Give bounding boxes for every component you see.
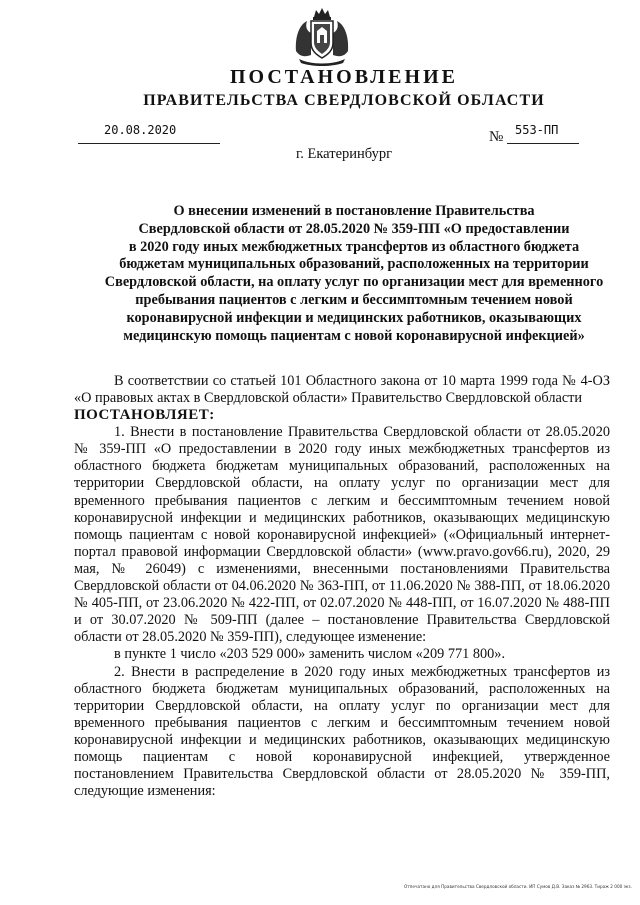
- city-line: г. Екатеринбург: [295, 146, 393, 162]
- heading-line: в 2020 году иных межбюджетных трансфертов из областного бюджета: [128, 238, 580, 255]
- document-type-title: ПОСТАНОВЛЕНИЕ: [230, 66, 458, 88]
- coat-of-arms-emblem: [293, 7, 351, 67]
- heading-line: Свердловской области от 28.05.2020 № 359-ПП «О предоставлении: [138, 220, 570, 237]
- heading-line: коронавирусной инфекции и медицинских работников, оказывающих: [126, 309, 582, 326]
- item-1-paragraph: 1. Внести в постановление Правительства Свердловской области от 28.05.2020 № 359-ПП «О предоставлении в 2020 году иных межбюджетных трансфертов из областного бюджета бюджетам муниципальных образований, расположенных на территории Свердловской области, на оплату услуг по организации мест для временного пребывания пациентов с легким и бессимптомным течением новой коронавирусной инфекции и медицинских работников, оказывающих медицинскую помощь пациентам с новой коронавирусной инфекцией» («Официальный интернет-портал правовой информации Свердловской области» (www.pravo.gov66.ru), 2020, 29 мая, № 26049) с изменениями, внесенными постановлениями Правительства Свердловской области от 04.06.2020 № 363-ПП, от 11.06.2020 № 388-ПП, от 18.06.2020 № 405-ПП, от 23.06.2020 № 422-ПП, от 02.07.2020 № 448-ПП, от 16.07.2020 № 488-ПП и от 30.07.2020 № 509-ПП (далее – постановление Правительства Свердловской области от 28.05.2020 № 359-ПП), следующее изменение:: [74, 424, 610, 646]
- heading-line: бюджетам муниципальных образований, расположенных на территории: [119, 256, 589, 273]
- heading-line: медицинскую помощь пациентам с новой коронавирусной инфекцией»: [123, 327, 585, 344]
- item-1-change: в пункте 1 число «203 529 000» заменить числом «209 771 800».: [114, 646, 506, 663]
- heading-line: пребывания пациентов с легким и бессимптомным течением новой: [135, 291, 573, 308]
- document-heading: [60, 203, 640, 345]
- issuer-title: ПРАВИТЕЛЬСТВА СВЕРДЛОВСКОЙ ОБЛАСТИ: [143, 92, 545, 109]
- heading-line: О внесении изменений в постановление Правительства: [173, 203, 535, 219]
- number-label: №: [489, 129, 504, 145]
- item-2-paragraph: 2. Внести в распределение в 2020 году иных межбюджетных трансфертов из областного бюджета бюджетам муниципальных образований, расположенных на территории Свердловской области, на оплату услуг по организации мест для временного пребывания пациентов с легким и бессимптомным течением новой коронавирусной инфекции и медицинских работников, оказывающих медицинскую помощь пациентам с новой коронавирусной инфекцией, утвержденное постановлением Правительства Свердловской области от 28.05.2020 № 359-ПП, следующие изменения:: [74, 663, 610, 800]
- preamble-paragraph: В соответствии со статьей 101 Областного закона от 10 марта 1999 года № 4-ОЗ «О правовых актах в Свердловской области» Правительство Свердловской области: [74, 373, 610, 407]
- resolve-heading: ПОСТАНОВЛЯЕТ:: [74, 407, 215, 424]
- heading-line: Свердловской области, на оплату услуг по организации мест для временного: [104, 274, 604, 291]
- printing-imprint: Отпечатано для Правительства Свердловской области. ИП Сумов Д.В. Заказ № 2963. Тираж 2 000 экз.: [403, 884, 632, 889]
- document-date: 20.08.2020: [78, 123, 220, 144]
- document-number: 553-ПП: [507, 123, 579, 144]
- document-body: [74, 373, 610, 800]
